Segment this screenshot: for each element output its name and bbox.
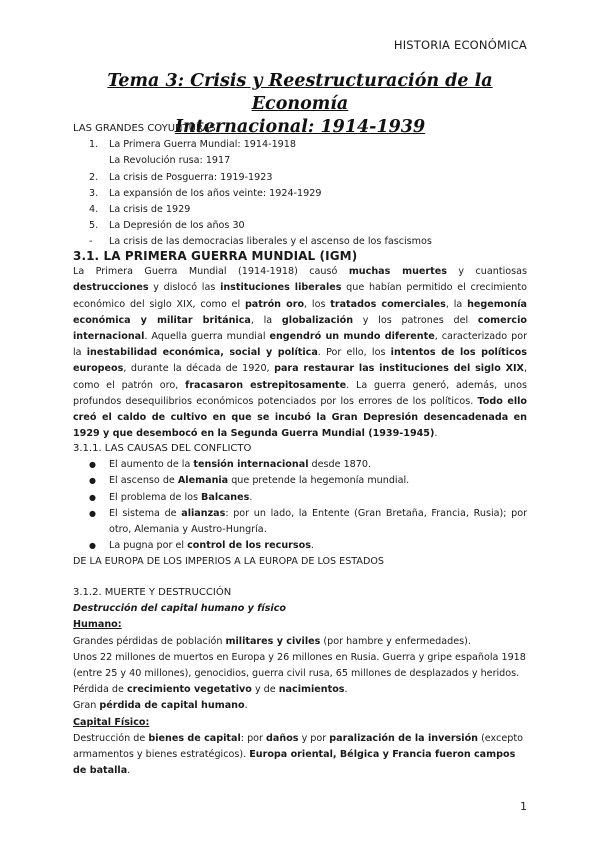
paragraph: La Primera Guerra Mundial (1914-1918) causó muchas muertes y cuantiosas destrucciones y dislocó las instituciones liberales que habían permitido el crecimiento económico del siglo XIX, como el patrón oro, los tratados comerciales, la hegemonía económica y militar británica, la globalización y los patrones del comercio internacional. Aquella guerra mundial engendró un mundo diferente, caracterizado por la inestabilidad económica, social y política. Por ello, los intentos de los políticos europeos, durante la década de 1920, para restaurar las instituciones del siglo XIX, como el patrón oro, fracasaron estrepitosamente. La guerra generó, además, unos profundos desequilibrios económicos potenciados por los errores de los políticos. Todo ello creó el caldo de cultivo en que se incubó la Gran Depresión desencadenada en 1929 y que desembocó en la Segunda Guerra Mundial (1939-1945). <box>73 266 528 440</box>
bullet-icon: ● <box>89 508 96 518</box>
section-heading: 3.1.1. LAS CAUSAS DEL CONFLICTO <box>73 443 252 454</box>
paragraph: Destrucción de bienes de capital: por daños y por paralización de la inversión (excepto armamentos y bienes estratégicos). Europa oriental, Bélgica y Francia fueron campos de batalla. <box>73 732 523 777</box>
list-item: 1. La Primera Guerra Mundial: 1914-1918 <box>89 139 296 151</box>
paragraph: Pérdida de crecimiento vegetativo y de nacimientos. <box>73 684 348 696</box>
list-item: 5. La Depresión de los años 30 <box>89 220 245 232</box>
coyunturas-list <box>73 137 527 250</box>
coyunturas-heading: LAS GRANDES COYUNTURAS <box>73 123 216 134</box>
title-line-1: Tema 3: Crisis y Reestructuración de la Economía <box>107 71 493 114</box>
list-item: ● El problema de los Balcanes. <box>73 490 527 506</box>
page-number: 1 <box>520 800 527 813</box>
section-heading: 3.1. LA PRIMERA GUERRA MUNDIAL (IGM) <box>73 249 358 263</box>
bullet-icon: ● <box>89 541 96 551</box>
coyunturas-section <box>73 121 527 251</box>
causes-list <box>73 457 527 554</box>
paragraph: Grandes pérdidas de población militares y civiles (por hambre y enfermedades). <box>73 635 471 647</box>
humano-label: Humano: <box>73 619 122 631</box>
list-item: 2. La crisis de Posguerra: 1919-1923 <box>89 171 273 183</box>
bullet-icon: ● <box>89 492 96 502</box>
list-item: - La crisis de las democracias liberales y el ascenso de los fascismos <box>89 236 432 248</box>
list-item: 3. La expansión de los años veinte: 1924-1929 <box>89 187 322 199</box>
section-3-1-1 <box>73 441 527 571</box>
paragraph: Gran pérdida de capital humano. <box>73 700 248 712</box>
list-item: ● El aumento de la tensión internacional desde 1870. <box>73 457 527 473</box>
subheading: Destrucción del capital humano y físico <box>73 603 286 615</box>
title-line-2: Internacional: 1914-1939 <box>174 117 426 137</box>
paragraph: Unos 22 millones de muertos en Europa y 26 millones en Rusia. Guerra y gripe española 1918 (entre 25 y 40 millones), genocidios, guerra civil rusa, 65 millones de desplazados y heridos. <box>73 651 526 680</box>
list-item: La Revolución rusa: 1917 <box>109 155 231 167</box>
bullet-icon: ● <box>89 476 96 486</box>
list-item: ● El sistema de alianzas: por un lado, la Entente (Gran Bretaña, Francia, Rusia); por otro, Alemania y Austro-Hungría. <box>89 507 528 536</box>
section-heading: 3.1.2. MUERTE Y DESTRUCCIÓN <box>73 587 232 598</box>
list-item: 4. La crisis de 1929 <box>89 204 191 216</box>
list-item: ● La pugna por el control de los recursos. <box>73 538 527 554</box>
bullet-icon: ● <box>89 460 96 470</box>
list-item: ● El ascenso de Alemania que pretende la hegemonía mundial. <box>73 473 527 489</box>
section-3-1 <box>73 248 527 442</box>
closing-line: DE LA EUROPA DE LOS IMPERIOS A LA EUROPA DE LOS ESTADOS <box>73 556 385 568</box>
section-3-1-2 <box>73 585 527 779</box>
running-header: HISTORIA ECONÓMICA <box>393 38 527 52</box>
capital-fisico-label: Capital Físico: <box>73 716 150 728</box>
